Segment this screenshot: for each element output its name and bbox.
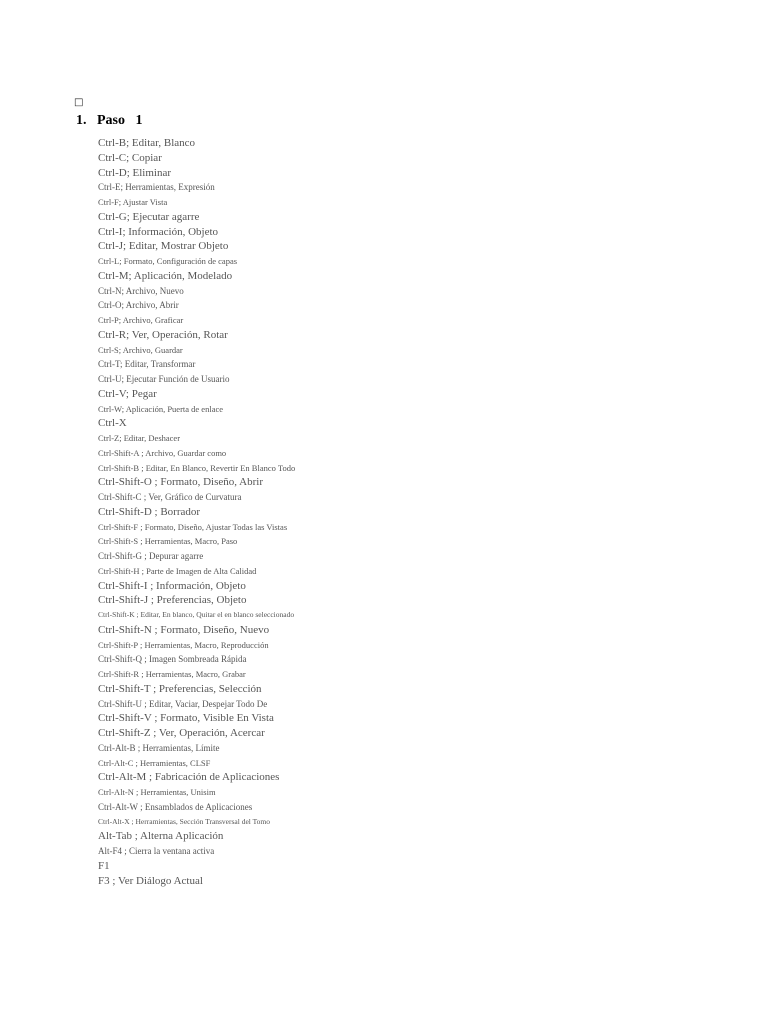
shortcut-item: Ctrl-Shift-T ; Preferencias, Selección (98, 682, 262, 695)
shortcut-item: Ctrl-Shift-A ; Archivo, Guardar como (98, 447, 227, 458)
shortcut-item: Ctrl-Shift-S ; Herramientas, Macro, Paso (98, 536, 238, 547)
shortcut-item: Ctrl-W; Aplicación, Puerta de enlace (98, 403, 224, 414)
shortcut-list (98, 136, 295, 888)
shortcut-item: Ctrl-Shift-N ; Formato, Diseño, Nuevo (98, 623, 270, 636)
shortcut-item: Ctrl-Shift-I ; Información, Objeto (98, 579, 246, 592)
shortcut-item: Ctrl-Shift-C ; Ver, Gráfico de Curvatura (98, 492, 242, 502)
shortcut-item: Ctrl-C; Copiar (98, 151, 162, 164)
shortcut-item: Alt-F4 ; Cierra la ventana activa (98, 846, 215, 856)
shortcut-item: Ctrl-V; Pegar (98, 387, 157, 400)
shortcut-item: Ctrl-L; Formato, Configuración de capas (98, 256, 238, 266)
shortcut-item: Ctrl-U; Ejecutar Función de Usuario (98, 374, 230, 384)
shortcut-item: Ctrl-Shift-D ; Borrador (98, 505, 201, 518)
shortcut-item: Ctrl-Alt-X ; Herramientas, Sección Transversal del Tomo (98, 816, 271, 826)
heading-number: 1. (76, 113, 87, 128)
shortcut-item: F1 (98, 859, 110, 872)
shortcut-item: Ctrl-S; Archivo, Guardar (98, 344, 183, 355)
shortcut-item: Ctrl-Alt-W ; Ensamblados de Aplicaciones (98, 801, 253, 812)
shortcut-item: Ctrl-Z; Editar, Deshacer (98, 433, 181, 443)
shortcut-item: Ctrl-Shift-G ; Depurar agarre (98, 551, 204, 561)
shortcut-item: Ctrl-Alt-C ; Herramientas, CLSF (98, 757, 211, 768)
shortcut-item: Ctrl-P; Archivo, Graficar (98, 315, 184, 325)
shortcut-item: Ctrl-Shift-B ; Editar, En Blanco, Revertir En Blanco Todo (98, 462, 296, 473)
shortcut-item: Ctrl-N; Archivo, Nuevo (98, 285, 184, 296)
shortcut-item: Ctrl-Shift-F ; Formato, Diseño, Ajustar Todas las Vistas (98, 521, 288, 532)
step-heading (76, 112, 143, 130)
heading-value: 1 (135, 113, 143, 128)
shortcut-item: Ctrl-E; Herramientas, Expresión (98, 182, 215, 193)
shortcut-item: Ctrl-Shift-J ; Preferencias, Objeto (98, 594, 247, 607)
shortcut-item: Ctrl-Alt-M ; Fabricación de Aplicaciones (98, 771, 280, 784)
shortcut-item: Ctrl-Shift-Z ; Ver, Operación, Acercar (98, 727, 265, 739)
shortcut-item: Ctrl-D; Eliminar (98, 166, 172, 179)
shortcut-item: Ctrl-X (98, 417, 127, 430)
shortcut-item: Ctrl-Shift-R ; Herramientas, Macro, Grabar (98, 669, 246, 679)
shortcut-item: Ctrl-Shift-K ; Editar, En blanco, Quitar el en blanco seleccionado (98, 610, 295, 619)
shortcut-item: Ctrl-Shift-O ; Formato, Diseño, Abrir (98, 476, 263, 489)
shortcut-item: Ctrl-Shift-Q ; Imagen Sombreada Rápida (98, 654, 247, 665)
shortcut-item: Ctrl-B; Editar, Blanco (98, 137, 196, 149)
shortcut-item: F3 ; Ver Diálogo Actual (98, 874, 203, 887)
shortcut-item: Ctrl-M; Aplicación, Modelado (98, 269, 233, 282)
shortcut-item: Ctrl-G; Ejecutar agarre (98, 210, 200, 223)
shortcut-item: Ctrl-I; Información, Objeto (98, 225, 219, 238)
shortcut-item: Ctrl-J; Editar, Mostrar Objeto (98, 240, 229, 253)
heading-title: Paso (97, 113, 125, 128)
shortcut-item: Ctrl-Shift-H ; Parte de Imagen de Alta Calidad (98, 565, 257, 576)
marker-glyph: □ (74, 97, 84, 108)
shortcut-item: Ctrl-T; Editar, Transformar (98, 359, 196, 370)
shortcut-item: Ctrl-Shift-V ; Formato, Visible En Vista (98, 712, 274, 725)
shortcut-item: Ctrl-O; Archivo, Abrir (98, 300, 179, 311)
shortcut-item: Alt-Tab ; Alterna Aplicación (98, 830, 224, 843)
shortcut-item: Ctrl-F; Ajustar Vista (98, 197, 168, 207)
shortcut-item: Ctrl-Alt-N ; Herramientas, Unisim (98, 787, 216, 797)
shortcut-item: Ctrl-Alt-B ; Herramientas, Límite (98, 742, 220, 753)
shortcut-item: Ctrl-R; Ver, Operación, Rotar (98, 328, 228, 341)
shortcut-item: Ctrl-Shift-P ; Herramientas, Macro, Reproducción (98, 639, 269, 650)
shortcut-item: Ctrl-Shift-U ; Editar, Vaciar, Despejar Todo De (98, 698, 268, 709)
